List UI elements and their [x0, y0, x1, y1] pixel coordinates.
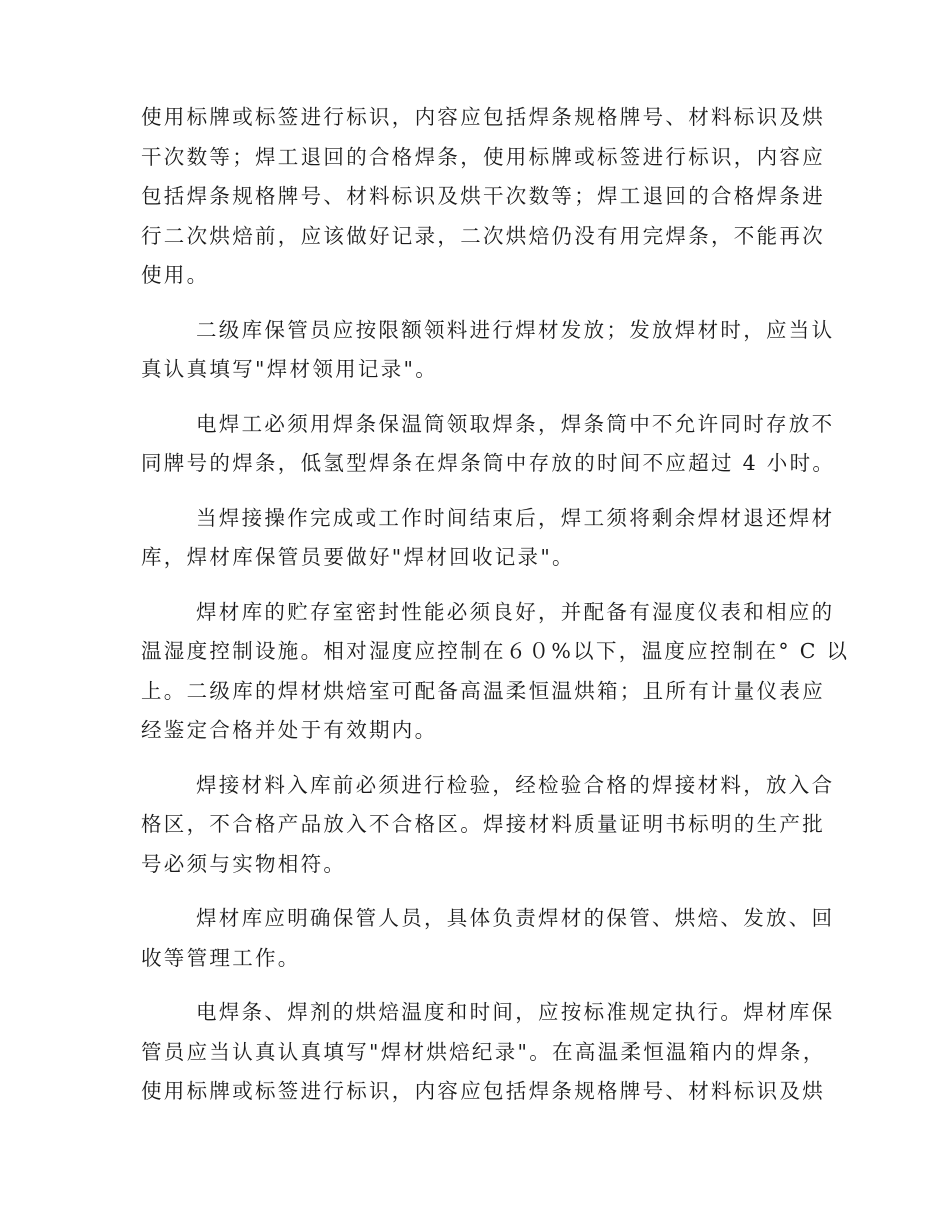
text-line: 经鉴定合格并处于有效期内。: [141, 718, 438, 742]
text-line: 包括焊条规格牌号、材料标识及烘干次数等；焊工退回的合格焊条进: [141, 184, 825, 208]
text-line: 二级库保管员应按限额领料进行焊材发放；发放焊材时，应当认: [196, 317, 835, 342]
text-line: 真认真填写"焊材领用记录"。: [141, 357, 439, 381]
paragraph-2: [141, 311, 835, 390]
paragraph-3: [141, 405, 836, 484]
text-line: 电焊条、焊剂的烘焙温度和时间，应按标准规定执行。焊材库保: [196, 1000, 835, 1024]
text-line: 使用。: [141, 263, 210, 287]
text-line: 使用标牌或标签进行标识，内容应包括焊条规格牌号、材料标识及烘: [141, 1079, 825, 1103]
text-line: 号必须与实物相符。: [141, 851, 347, 876]
paragraph-6: [141, 766, 835, 885]
text-line: 使用标牌或标签进行标识，内容应包括焊条规格牌号、材料标识及烘: [141, 105, 825, 129]
paragraph-1: [141, 98, 825, 296]
text-line: 温湿度控制设施。相对湿度应控制在６０%以下，温度应控制在° C 以: [141, 639, 850, 663]
text-line: 库，焊材库保管员要做好"焊材回收记录"。: [141, 545, 575, 569]
text-line: 同牌号的焊条，低氢型焊条在焊条筒中存放的时间不应超过 4 小时。: [141, 451, 836, 475]
text-line: 上。二级库的焊材烘焙室可配备高温柔恒温烘箱；且所有计量仪表应: [141, 678, 825, 703]
text-line: 干次数等；焊工退回的合格焊条，使用标牌或标签进行标识，内容应: [141, 144, 825, 169]
document-body: [141, 98, 850, 1112]
text-line: 格区，不合格产品放入不合格区。焊接材料质量证明书标明的生产批: [141, 812, 825, 836]
paragraph-4: [141, 499, 835, 578]
text-line: 管员应当认真认真填写"焊材烘焙纪录"。在高温柔恒温箱内的焊条，: [141, 1039, 826, 1064]
text-line: 收等管理工作。: [141, 945, 301, 970]
paragraph-8: [141, 993, 835, 1112]
paragraph-7: [141, 899, 835, 978]
paragraph-5: [141, 593, 850, 751]
text-line: 焊接材料入库前必须进行检验，经检验合格的焊接材料，放入合: [196, 772, 835, 797]
text-line: 当焊接操作完成或工作时间结束后，焊工须将剩余焊材退还焊材: [196, 505, 835, 530]
text-line: 焊材库应明确保管人员，具体负责焊材的保管、烘焙、发放、回: [196, 906, 835, 930]
text-line: 行二次烘焙前，应该做好记录，二次烘焙仍没有用完焊条，不能再次: [141, 223, 825, 248]
text-line: 焊材库的贮存室密封性能必须良好，并配备有湿度仪表和相应的: [196, 599, 835, 624]
text-line: 电焊工必须用焊条保温筒领取焊条，焊条筒中不允许同时存放不: [196, 411, 835, 436]
